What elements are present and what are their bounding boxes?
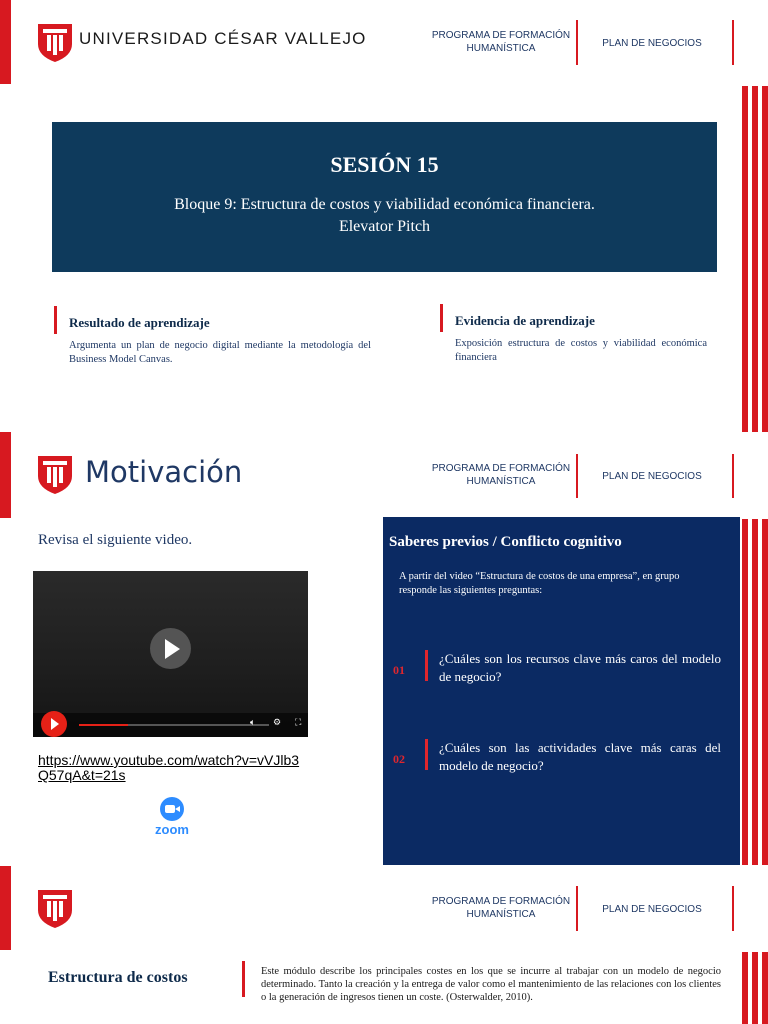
header-divider xyxy=(576,20,578,65)
red-side-tab xyxy=(0,432,11,518)
session-banner xyxy=(52,122,717,272)
header-divider xyxy=(576,886,578,931)
play-icon xyxy=(51,718,59,730)
section-text: Este módulo describe los principales costes en los que se incurre al trabajar con un modelo de negocio determinado. Tanto la creación y la entrega de valor como el mantenimiento de las relaciones con los clientes o la generación de ingresos tienen un coste. (Osterwalder, 2010). xyxy=(261,966,721,1003)
header-divider xyxy=(576,454,578,498)
slide-motivacion xyxy=(0,432,768,865)
header-divider-right xyxy=(732,886,734,931)
video-link[interactable]: https://www.youtube.com/watch?v=vVJlb3Q57qA&t=21s xyxy=(38,752,300,783)
red-stripes-decoration xyxy=(742,952,768,1024)
session-subtitle-line2: Elevator Pitch xyxy=(338,218,431,235)
course-label: PLAN DE NEGOCIOS xyxy=(602,471,702,482)
play-icon xyxy=(165,639,180,659)
section-title: Estructura de costos xyxy=(48,969,188,986)
accent-bar xyxy=(425,650,428,681)
ucv-shield-logo-icon xyxy=(38,890,72,928)
red-side-tab xyxy=(0,0,11,84)
session-subtitle-line1: Bloque 9: Estructura de costos y viabilidad económica financiera. xyxy=(174,196,595,213)
header-divider-right xyxy=(732,454,734,498)
video-player[interactable] xyxy=(33,571,308,737)
program-label: PROGRAMA DE FORMACIÓN HUMANÍSTICA xyxy=(431,463,571,487)
youtube-play-button[interactable] xyxy=(41,711,67,737)
program-label: PROGRAMA DE FORMACIÓN HUMANÍSTICA xyxy=(431,896,571,920)
accent-bar xyxy=(54,306,57,334)
question-text: ¿Cuáles son las actividades clave más caras del modelo de negocio? xyxy=(439,740,721,773)
play-button[interactable] xyxy=(150,628,191,669)
settings-icon[interactable]: ⚙︎ xyxy=(273,718,282,728)
accent-bar xyxy=(440,304,443,332)
header-divider-right xyxy=(732,20,734,65)
program-label: PROGRAMA DE FORMACIÓN HUMANÍSTICA xyxy=(431,30,571,54)
resultado-block xyxy=(54,306,372,376)
zoom-label: zoom xyxy=(155,822,189,837)
session-title: SESIÓN 15 xyxy=(330,152,439,177)
question-text: ¿Cuáles son los recursos clave más caros del modelo de negocio? xyxy=(439,651,721,684)
slide-session-15 xyxy=(0,0,768,432)
fullscreen-icon[interactable]: ⛶ xyxy=(295,718,302,728)
slide-estructura-costos xyxy=(0,866,768,1024)
resultado-title: Resultado de aprendizaje xyxy=(69,315,210,330)
saberes-previos-panel xyxy=(383,517,740,865)
ucv-shield-logo-icon xyxy=(38,24,72,62)
volume-icon[interactable]: 🔈︎ xyxy=(250,718,256,728)
zoom-logo[interactable] xyxy=(148,797,196,841)
evidencia-title: Evidencia de aprendizaje xyxy=(455,313,595,328)
saberes-intro: A partir del video “Estructura de costos de una empresa”, en grupo responde las siguientes preguntas: xyxy=(399,571,680,596)
evidencia-text: Exposición estructura de costos y viabilidad económica financiera xyxy=(455,338,707,363)
university-name: UNIVERSIDAD CÉSAR VALLEJO xyxy=(79,29,367,48)
course-label: PLAN DE NEGOCIOS xyxy=(602,904,702,915)
question-number: 02 xyxy=(393,752,405,766)
saberes-title: Saberes previos / Conflicto cognitivo xyxy=(389,534,622,550)
video-controls xyxy=(33,713,308,737)
instruction-text: Revisa el siguiente video. xyxy=(38,532,193,548)
slide-title: Motivación xyxy=(85,455,243,489)
zoom-camera-icon xyxy=(160,797,184,821)
resultado-text: Argumenta un plan de negocio digital mediante la metodología del Business Model Canvas. xyxy=(69,340,371,365)
red-side-tab xyxy=(0,866,11,950)
video-progress-bar[interactable] xyxy=(79,724,269,726)
session-subtitle xyxy=(52,194,717,238)
question-number: 01 xyxy=(393,663,405,677)
course-label: PLAN DE NEGOCIOS xyxy=(602,38,702,49)
red-stripes-decoration xyxy=(742,86,768,432)
evidencia-block xyxy=(440,304,710,374)
video-progress-fill xyxy=(79,724,128,726)
accent-bar xyxy=(425,739,428,770)
accent-bar xyxy=(242,961,245,997)
red-stripes-decoration xyxy=(742,519,768,865)
ucv-shield-logo-icon xyxy=(38,456,72,494)
